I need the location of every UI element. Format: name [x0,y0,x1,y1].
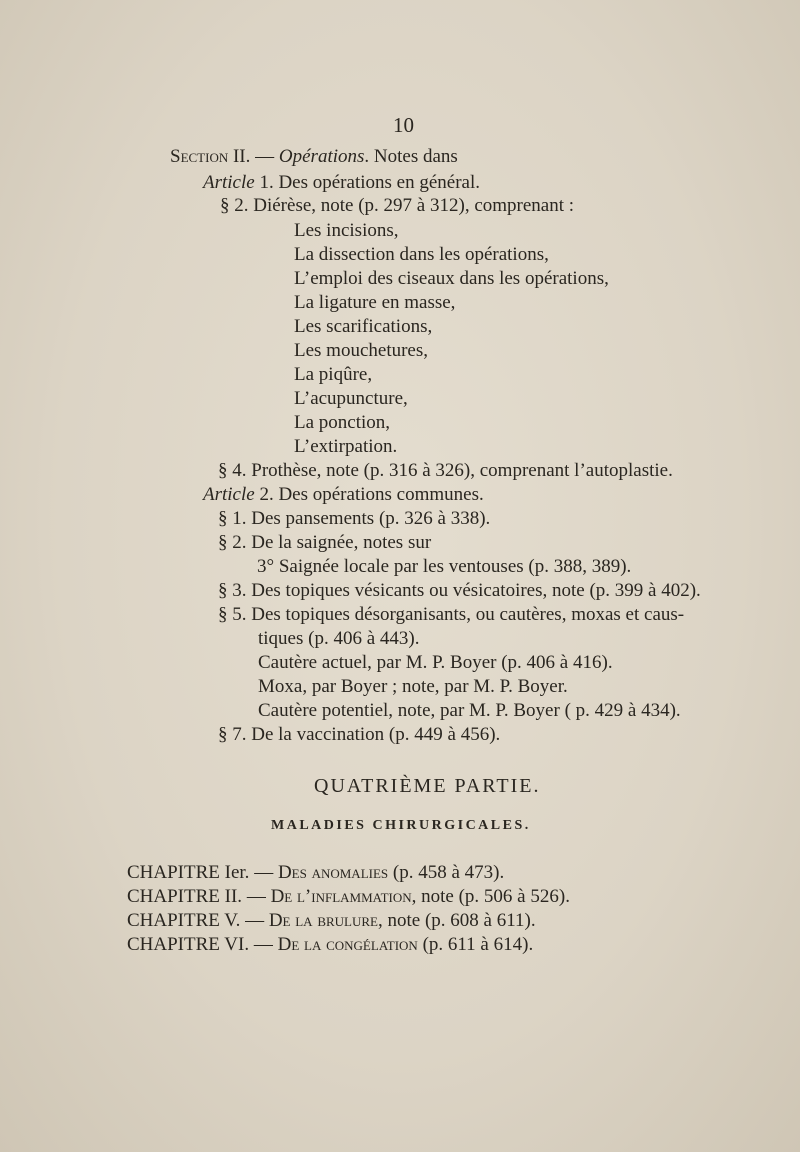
cautere-actuel: Cautère actuel, par M. P. Boyer (p. 406 à 416). [258,652,613,673]
section-title: Opérations [278,146,365,167]
paragraph-4-prothese: § 4. Prothèse, note (p. 316 à 326), comprenant l’autoplastie. [218,460,673,481]
item-ciseaux: L’emploi des ciseaux dans les opérations, [294,268,609,289]
chapter-1-title: Des anomalies [277,862,389,883]
moxa: Moxa, par Boyer ; note, par M. P. Boyer. [258,676,568,697]
item-dissection: La dissection dans les opérations, [294,244,549,265]
paragraph-2-dierese: § 2. Diérèse, note (p. 297 à 312), comprenant : [220,195,575,216]
item-ponction: La ponction, [294,412,391,433]
item-extirpation: L’extirpation. [294,436,398,457]
chapter-1-sep: — [249,862,278,883]
article-2 [203,484,484,506]
item-incisions: Les incisions, [294,220,399,241]
chapter-6-pages: (p. 611 à 614). [417,934,534,955]
chapter-2-label: CHAPITRE II. [127,886,243,907]
section-sep: — [250,146,279,167]
chapter-5-title: De la brulure [268,910,378,931]
chapter-1 [127,862,504,884]
paragraph-1-pansements: § 1. Des pansements (p. 326 à 338). [218,508,491,529]
cautere-potentiel: Cautère potentiel, note, par M. P. Boyer ( p. 429 à 434). [258,700,681,721]
chapter-2-pages: , note (p. 506 à 526). [411,886,570,907]
page-number: 10 [393,113,414,137]
chapter-5-sep: — [240,910,269,931]
article-1 [203,172,480,194]
article-1-label: Article [203,172,255,193]
part-subtitle: MALADIES CHIRURGICALES. [271,818,531,833]
paragraph-5-topiques-line1: § 5. Des topiques désorganisants, ou cautères, moxas et caus- [218,604,685,625]
item-scarifications: Les scarifications, [294,316,433,337]
item-mouchetures: Les mouchetures, [294,340,429,361]
paragraph-2-saignee: § 2. De la saignée, notes sur [218,532,432,553]
chapter-1-pages: (p. 458 à 473). [388,862,505,883]
section-prefix: Section II. [170,146,251,167]
chapter-6-title: De la congélation [277,934,418,955]
chapter-6-sep: — [249,934,278,955]
saignee-locale: 3° Saignée locale par les ventouses (p. 388, 389). [257,556,632,577]
paragraph-5-topiques-line2: tiques (p. 406 à 443). [258,628,420,649]
item-acupuncture: L’acupuncture, [294,388,408,409]
chapter-6 [127,934,533,956]
section-rest: . Notes dans [364,146,458,167]
article-2-text: 2. Des opérations communes. [254,484,484,505]
section-heading [170,146,458,168]
chapter-1-label: CHAPITRE Ier. [127,862,250,883]
article-1-text: 1. Des opérations en général. [254,172,480,193]
chapter-2-sep: — [242,886,271,907]
chapter-5-label: CHAPITRE V. [127,910,241,931]
chapter-5-pages: , note (p. 608 à 611). [378,910,536,931]
item-ligature: La ligature en masse, [294,292,456,313]
chapter-2 [127,886,570,908]
item-piqure: La piqûre, [294,364,373,385]
chapter-5 [127,910,536,932]
paragraph-7-vaccination: § 7. De la vaccination (p. 449 à 456). [218,724,501,745]
paragraph-3-topiques: § 3. Des topiques vésicants ou vésicatoires, note (p. 399 à 402). [218,580,701,601]
chapter-6-label: CHAPITRE VI. [127,934,250,955]
chapter-2-title: De l’inflammation [270,886,412,907]
article-2-label: Article [203,484,255,505]
part-title: QUATRIÈME PARTIE. [314,775,541,797]
